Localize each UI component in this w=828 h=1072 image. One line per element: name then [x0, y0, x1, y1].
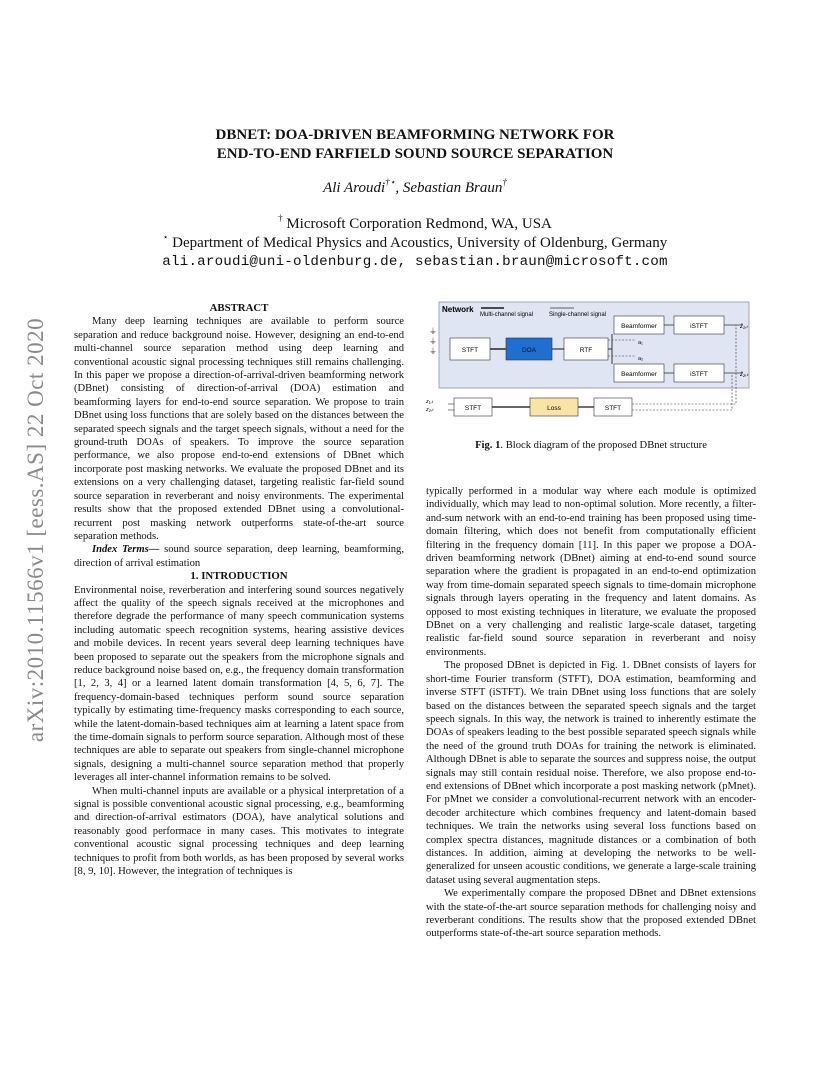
output-2-label: ẑ₂,ₜ	[740, 372, 749, 378]
intro-paragraph-5: We experimentally compare the proposed DBnet and DBnet extensions with the state-of-the-art source separation methods for challenging noisy and reverberant conditions. The results show that the proposed extended DBnet outperforms state-of-the-art source separation methods.	[426, 888, 756, 940]
caption-label: Fig. 1	[475, 440, 501, 451]
affiliation-oldenburg	[120, 232, 710, 252]
affil-2-text: Department of Medical Physics and Acoustics, University of Oldenburg, Germany	[168, 235, 668, 251]
index-terms	[74, 543, 404, 570]
legend-multi-label: Multi-channel signal	[480, 312, 534, 318]
intro-heading: 1. INTRODUCTION	[190, 570, 288, 583]
loss-label: Loss	[547, 405, 561, 412]
ref-1-label: z₁,ₜ	[426, 399, 434, 405]
index-terms-text: sound source separation, deep learning, beamforming, direction of arrival estimation	[74, 544, 404, 569]
title-line-2: END-TO-END FARFIELD SOUND SOURCE SEPARATION	[216, 146, 614, 162]
affil-1-mark: †	[278, 213, 283, 223]
beamformer-label-2: Beamformer	[621, 371, 657, 378]
abstract-heading: ABSTRACT	[209, 302, 269, 314]
beamformer-label-1: Beamformer	[621, 323, 657, 330]
author-separator: ,	[395, 180, 403, 196]
network-label: Network	[442, 305, 474, 314]
mic-icon-2: ⏚	[429, 337, 437, 346]
affiliation-microsoft	[120, 213, 710, 233]
affil-1-text: Microsoft Corporation Redmond, WA, USA	[282, 216, 552, 232]
istft-label-1: iSTFT	[690, 323, 708, 330]
mic-icon-1: ⏚	[429, 327, 437, 336]
author-1-marks: †⋆	[385, 177, 396, 187]
figure-caption	[426, 440, 756, 451]
doa-label: DOA	[521, 347, 537, 354]
title-line-1: DBNET: DOA-DRIVEN BEAMFORMING NETWORK FOR	[215, 127, 615, 143]
a1-label: a₁	[638, 340, 643, 346]
intro-paragraph-4: The proposed DBnet is depicted in Fig. 1. DBnet consists of layers for short-time Fourier transform (STFT), DOA estimation, beamforming and inverse STFT (iSTFT). We train DBnet using loss functions that are solely based on the distances between the separated speech signals and the target speech signals. In this way, the network is trained to inherently estimate the DOAs of speakers leading to the best possible separated speech signals while the need of the ground truth DOAs for training the network is eliminated. Although DBnet is able to separate the sources and suppress noise, the output signals may still contain residual noise. Therefore, we also propose end-to-end extensions of DBnet which incorporate a post masking network (pMnet). For pMnet we consider a convolutional-recurrent network with an encoder-decoder architecture which combines frequency and latent-domain based techniques. We train the networks using several loss functions based on complex spectra distances, magnitude distances or a combination of both distances. In addition, aiming at developing the networks to be well-generalized for unseen acoustic conditions, we generate a large-scale training dataset using several augmentation steps.	[426, 660, 756, 886]
arxiv-identifier	[16, 280, 56, 780]
intro-paragraph-2: When multi-channel inputs are available or a physical interpretation of a signal is possible conventional acoustic signal processing, e.g., beamforming and direction-of-arrival estimators (DOA), have analytical solutions and reasonably good performace in many cases. This motivates to integrate conventional acoustic signal processing techniques and deep learning techniques to profit from both worlds, as has been proposed by several works [8, 9, 10]. However, the integration of techniques is	[74, 785, 404, 878]
stft-ref-label: STFT	[464, 405, 482, 412]
rtf-label: RTF	[579, 347, 593, 354]
output-1-label: ẑ₁,ₜ	[740, 324, 749, 330]
right-column	[426, 485, 756, 941]
left-column	[74, 302, 404, 878]
affil-2-mark: ⋆	[162, 232, 169, 242]
stft-est-label: STFT	[604, 405, 622, 412]
ref-2-label: z₂,ₜ	[426, 407, 434, 413]
author-braun: Sebastian Braun	[402, 180, 503, 196]
index-terms-label: Index Terms—	[92, 544, 160, 556]
stft-label: STFT	[461, 347, 479, 354]
abstract-body: Many deep learning techniques are available to perform source separation and reduce background noise. However, designing an end-to-end multi-channel source separation method using deep learning and conventional acoustic signal processing techniques still remains challenging. In this paper we propose a direction-of-arrival-driven beamforming network (DBnet) consisting of direction-of-arrival (DOA) estimation and beamforming layers for end-to-end source separation. We propose to train DBnet using loss functions that are solely based on the distances between the separated speech signals and the target speech signals, without a need for the ground-truth DOAs of speakers. To improve the source separation performance, we also propose end-to-end extensions of DBnet which incorporate post masking networks. We evaluate the proposed DBnet and its extensions on a very challenging dataset, targeting realistic far-field sound source separation in reverberant and noisy environments. The experimental results show that the proposed extended DBnet using a convolutional-recurrent post masking network outperforms state-of-the-art source separation methods.	[74, 316, 404, 542]
author-list	[120, 177, 710, 197]
intro-paragraph-1: Environmental noise, reverberation and interfering sound sources negatively affect the quality of the speech signals received at the microphones and therefore degrade the performance of many speech communication systems including automatic speech recognition systems, hearing assistive devices and mobile devices. In recent years several deep learning techniques have been proposed to separate out the speakers from the microphone signals and reduce background noise based on, e.g., the frequency domain transformation [1, 2, 3, 4] or a learned latent domain transformation [4, 5, 6, 7]. The frequency-domain-based techniques perform sound source separation typically by estimating time-frequency masks corresponding to each source, while the latent-domain-based techniques aim at learning a latent space from the time-domain signals to perform source separation. Although most of these techniques are able to separate out speakers from single-channel microphone signals, designing a multi-channel source separation method that properly leverages all inter-channel information remains to be solved.	[74, 584, 404, 784]
a2-label: a₂	[638, 356, 644, 362]
legend-single-label: Single-channel signal	[549, 312, 607, 318]
caption-text: . Block diagram of the proposed DBnet structure	[500, 440, 707, 451]
author-emails: ali.aroudi@uni-oldenburg.de, sebastian.braun@microsoft.com	[162, 254, 668, 270]
paper-title	[120, 126, 710, 164]
arxiv-id-text: arXiv:2010.11566v1 [eess.AS] 22 Oct 2020	[23, 317, 48, 743]
author-2-marks: †	[502, 177, 507, 187]
intro-paragraph-3: typically performed in a modular way where each module is optimized individually, which may lead to non-optimal solution. More recently, a filter-and-sum network with an end-to-end training has been proposed using time-domain filtering, which does not benefit from computationally efficient filtering in the frequency domain [11]. In this paper we propose a DOA-driven beamforming network (DBnet) aiming at end-to-end sound source separation where the gradient is propagated in an end-to-end optimization way from time-domain separated speech signals to time-domain microphone signals through layers operating in the frequency and latent domains. As opposed to most existing techniques in literature, we evaluate the proposed DBnet on a very challenging and realistic large-scale dataset, targeting realistic far-field sound source separation in reverberant and noisy environments.	[426, 486, 756, 658]
mic-icon-3: ⏚	[429, 347, 437, 356]
istft-label-2: iSTFT	[690, 371, 708, 378]
dbnet-block-diagram	[424, 300, 764, 425]
author-aroudi: Ali Aroudi	[323, 180, 386, 196]
